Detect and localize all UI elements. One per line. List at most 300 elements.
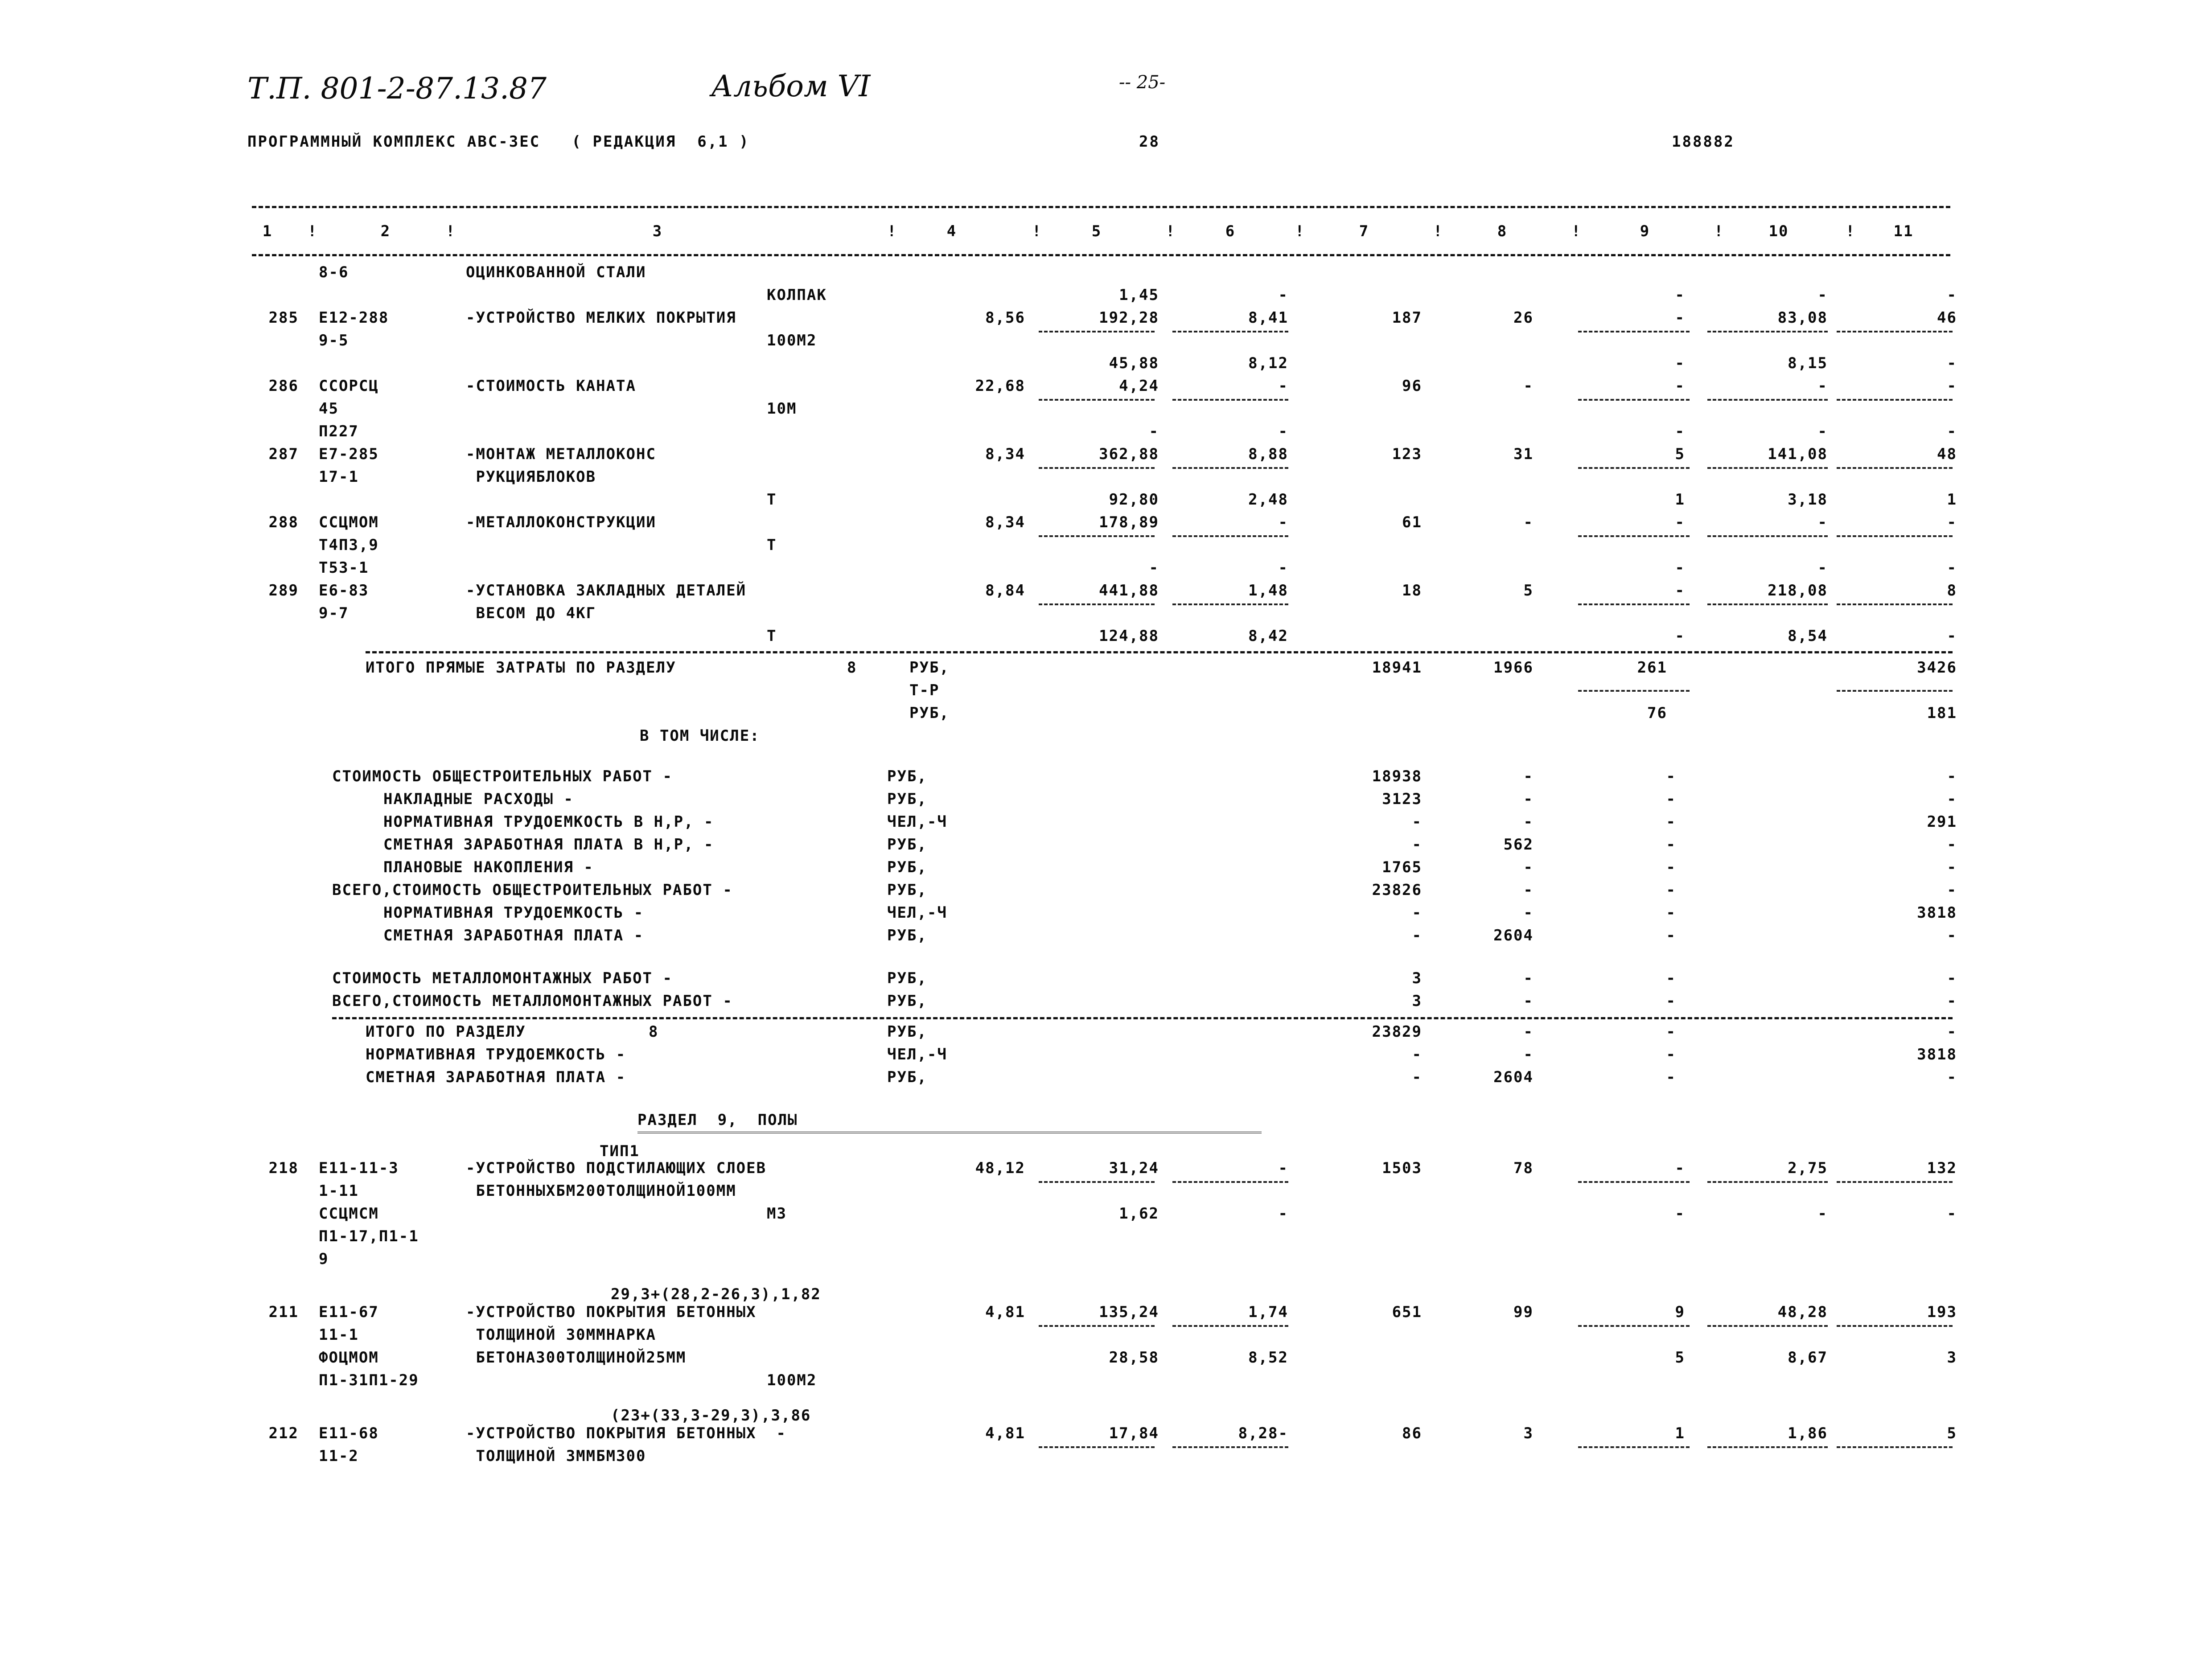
row-e288-c6: -	[1278, 559, 1288, 577]
row-e211-c2: Е11-67	[319, 1303, 379, 1321]
breakdown-row-unit: ЧЕЛ,-Ч	[887, 813, 947, 831]
column-number-8: 8	[1497, 222, 1508, 240]
row-e211-c3b: 100М2	[767, 1371, 817, 1389]
row-e287-c4: 8,34	[985, 445, 1025, 463]
breakdown-row-label: СМЕТНАЯ ЗАРАБОТНАЯ ПЛАТА -	[383, 927, 644, 944]
row-e287-c5: 92,80	[1109, 491, 1159, 509]
breakdown-row-c11: -	[1947, 836, 1957, 854]
subtotal-rule	[1578, 603, 1690, 605]
section-total-c9: -	[1666, 1068, 1676, 1086]
row-e286-c11: -	[1947, 423, 1957, 440]
breakdown-row-unit: РУБ,	[887, 767, 927, 785]
subtotal-rule	[1039, 1446, 1155, 1448]
column-number-7: 7	[1359, 222, 1369, 240]
subtotal-rule	[1837, 399, 1953, 401]
metal-row-c8: -	[1523, 992, 1534, 1010]
total-c8: 1966	[1493, 659, 1534, 677]
breakdown-row-c8: 562	[1503, 836, 1534, 854]
row-e287-c8: 31	[1513, 445, 1534, 463]
row-e286-c10: -	[1817, 377, 1828, 395]
row-e210-c2: ССЦМСМ	[319, 1205, 379, 1223]
section-total-c7: -	[1412, 1046, 1422, 1063]
row-e286-c2: П227	[319, 423, 359, 440]
total-label: ИТОГО ПРЯМЫЕ ЗАТРАТЫ ПО РАЗДЕЛУ	[366, 659, 676, 677]
row-e285-c6: 8,12	[1248, 354, 1288, 372]
row-p1-c3b: КОЛПАК	[767, 286, 827, 304]
row-e210-c3: -УСТРОЙСТВО ПОДСТИЛАЮЩИХ СЛОЕВ	[466, 1159, 767, 1177]
row-p1-c9: -	[1675, 286, 1685, 304]
row-e287-c2: Е7-285	[319, 445, 379, 463]
column-separator: !	[1714, 222, 1724, 240]
breakdown-row-c7: -	[1412, 813, 1422, 831]
breakdown-row-c11: 291	[1927, 813, 1957, 831]
section-total-c7: -	[1412, 1068, 1422, 1086]
row-e288-c11: -	[1947, 513, 1957, 531]
row-e287-c11: 48	[1937, 445, 1957, 463]
column-separator: !	[1032, 222, 1042, 240]
subtotal-rule	[1837, 535, 1953, 537]
row-p1-c5: 1,45	[1119, 286, 1159, 304]
subtotal-rule	[1837, 1325, 1953, 1327]
row-e211-c6: 1,74	[1248, 1303, 1288, 1321]
subtotal-rule	[1039, 1181, 1155, 1183]
row-e211-c8: 99	[1513, 1303, 1534, 1321]
subtotal-rule	[1707, 467, 1828, 469]
row-e289-c8: 5	[1523, 582, 1534, 599]
row-e210-c3: БЕТОННЫХБМ200ТОЛЩИНОЙ100ММ	[466, 1182, 736, 1200]
breakdown-row-c9: -	[1666, 858, 1676, 876]
row-e210-c5: 31,24	[1109, 1159, 1159, 1177]
column-number-10: 10	[1768, 222, 1789, 240]
column-separator: !	[887, 222, 897, 240]
row-e210-c6: -	[1278, 1159, 1288, 1177]
row-e285-c10: 8,15	[1788, 354, 1828, 372]
subtotal-rule	[1837, 331, 1953, 332]
row-e286-c6: -	[1278, 377, 1288, 395]
row-e285-c1: 285	[268, 309, 299, 327]
row-e210-c8: 78	[1513, 1159, 1534, 1177]
row-e287-c1: 287	[268, 445, 299, 463]
row-e210-c11: -	[1947, 1205, 1957, 1223]
breakdown-row-c7: -	[1412, 904, 1422, 922]
total-section: 8	[847, 659, 857, 677]
row-e212-c2: 11-2	[319, 1447, 359, 1465]
column-number-5: 5	[1091, 222, 1102, 240]
row-e289-c7: 18	[1402, 582, 1422, 599]
subtotal-rule	[1172, 467, 1288, 469]
column-separator: !	[446, 222, 456, 240]
row-p1-c10: -	[1817, 286, 1828, 304]
row-e289-c2: 9-7	[319, 604, 349, 622]
subtotal-rule	[1707, 1446, 1828, 1448]
column-separator: !	[308, 222, 318, 240]
row-e288-c2: ССЦМОМ	[319, 513, 379, 531]
row-e287-c2: 17-1	[319, 468, 359, 486]
row-e210-c2: 9	[319, 1250, 329, 1268]
section-total-label: СМЕТНАЯ ЗАРАБОТНАЯ ПЛАТА -	[366, 1068, 626, 1086]
section-total-unit: РУБ,	[887, 1023, 927, 1041]
breakdown-row-c8: -	[1523, 881, 1534, 899]
row-e285-c11: -	[1947, 354, 1957, 372]
section-total-c11: -	[1947, 1023, 1957, 1041]
row-e210-c2: 1-11	[319, 1182, 359, 1200]
column-separator: !	[1166, 222, 1176, 240]
row-e285-c9: -	[1675, 354, 1685, 372]
section-total-c8: -	[1523, 1046, 1534, 1063]
column-number-6: 6	[1225, 222, 1236, 240]
subtotal-rule	[1172, 1446, 1288, 1448]
row-e288-c5: 178,89	[1099, 513, 1159, 531]
total-unit-mid: Т-Р	[909, 681, 940, 699]
breakdown-row-label: СМЕТНАЯ ЗАРАБОТНАЯ ПЛАТА В Н,Р, -	[383, 836, 714, 854]
metal-row-unit: РУБ,	[887, 992, 927, 1010]
row-e211-c3: -УСТРОЙСТВО ПОКРЫТИЯ БЕТОННЫХ	[466, 1303, 757, 1321]
breakdown-row-c8: 2604	[1493, 927, 1534, 944]
section-title-rule	[637, 1132, 1262, 1133]
row-e286-c3b: 10М	[767, 400, 797, 418]
row-e212-c3: -УСТРОЙСТВО ПОКРЫТИЯ БЕТОННЫХ -	[466, 1424, 787, 1442]
row-e288-c10: -	[1817, 559, 1828, 577]
row-e211-c10: 48,28	[1777, 1303, 1828, 1321]
row-e210-c4: 48,12	[975, 1159, 1025, 1177]
row-e211-c9: 5	[1675, 1349, 1685, 1367]
row-e210-c7: 1503	[1382, 1159, 1422, 1177]
subtotal-rule	[1707, 603, 1828, 605]
breakdown-row-unit: ЧЕЛ,-Ч	[887, 904, 947, 922]
row-e288-c6: -	[1278, 513, 1288, 531]
row-e287-c6: 8,88	[1248, 445, 1288, 463]
including-label: В ТОМ ЧИСЛЕ:	[640, 727, 760, 745]
metal-row-c11: -	[1947, 969, 1957, 987]
breakdown-row-c8: -	[1523, 904, 1534, 922]
breakdown-row-c9: -	[1666, 767, 1676, 785]
subtotal-rule	[1578, 467, 1690, 469]
total-c11: 3426	[1917, 659, 1957, 677]
row-e286-c4: 22,68	[975, 377, 1025, 395]
section-total-unit: РУБ,	[887, 1068, 927, 1086]
row-e289-c10: 8,54	[1788, 627, 1828, 645]
row-p1-c3: ОЦИНКОВАННОЙ СТАЛИ	[466, 263, 646, 281]
row-e286-c6: -	[1278, 423, 1288, 440]
section-total-number: 8	[649, 1023, 659, 1041]
breakdown-row-c7: -	[1412, 836, 1422, 854]
metal-row-c7: 3	[1412, 992, 1422, 1010]
row-e288-c5: -	[1149, 559, 1159, 577]
row-e288-c2: Т4П3,9	[319, 536, 379, 554]
breakdown-row-c9: -	[1666, 881, 1676, 899]
row-e287-c3: -МОНТАЖ МЕТАЛЛОКОНС	[466, 445, 656, 463]
breakdown-row-unit: РУБ,	[887, 790, 927, 808]
row-e285-c5: 45,88	[1109, 354, 1159, 372]
row-e211-c3: БЕТОНА300ТОЛЩИНОЙ25ММ	[466, 1349, 687, 1367]
subtotal-rule	[1172, 331, 1288, 332]
row-e212-c4: 4,81	[985, 1424, 1025, 1442]
row-e288-c10: -	[1817, 513, 1828, 531]
row-e212-c11: 5	[1947, 1424, 1957, 1442]
row-e210-c6: -	[1278, 1205, 1288, 1223]
row-e287-c10: 3,18	[1788, 491, 1828, 509]
row-e289-c3: ВЕСОМ ДО 4КГ	[466, 604, 596, 622]
breakdown-row-c7: 18938	[1372, 767, 1422, 785]
column-separator: !	[1295, 222, 1305, 240]
breakdown-row-unit: РУБ,	[887, 927, 927, 944]
subtotal-rule	[1172, 1325, 1288, 1327]
row-e289-c6: 1,48	[1248, 582, 1288, 599]
row-e289-c3: -УСТАНОВКА ЗАКЛАДНЫХ ДЕТАЛЕЙ	[466, 582, 747, 599]
subtotal-rule	[1578, 1325, 1690, 1327]
subtotal-rule	[1707, 1325, 1828, 1327]
row-e211-c4: 4,81	[985, 1303, 1025, 1321]
row-e289-c4: 8,84	[985, 582, 1025, 599]
breakdown-row-c11: -	[1947, 790, 1957, 808]
row-e286-c2: 45	[319, 400, 339, 418]
table-top-rule	[252, 206, 1950, 208]
breakdown-row-label: НОРМАТИВНАЯ ТРУДОЕМКОСТЬ В Н,Р, -	[383, 813, 714, 831]
row-e212-formula: (23+(33,3-29,3),3,86	[611, 1407, 811, 1424]
row-e210-c9: -	[1675, 1205, 1685, 1223]
section-title: РАЗДЕЛ 9, ПОЛЫ	[637, 1111, 798, 1129]
breakdown-row-c7: 23826	[1372, 881, 1422, 899]
subtotal-rule	[1578, 331, 1690, 332]
column-separator: !	[1433, 222, 1443, 240]
row-e286-c5: 4,24	[1119, 377, 1159, 395]
section-total-c8: -	[1523, 1023, 1534, 1041]
row-e286-c2: ССОРСЦ	[319, 377, 379, 395]
row-e288-c1: 288	[268, 513, 299, 531]
row-e287-c3: РУКЦИЯБЛОКОВ	[466, 468, 596, 486]
row-e287-c9: 1	[1675, 491, 1685, 509]
row-e285-c2: 9-5	[319, 332, 349, 349]
section-total-c9: -	[1666, 1046, 1676, 1063]
row-e212-c9: 1	[1675, 1424, 1685, 1442]
row-e288-c8: -	[1523, 513, 1534, 531]
subtotal-rule	[1039, 603, 1155, 605]
row-e289-c5: 124,88	[1099, 627, 1159, 645]
row-e210-c2: П1-17,П1-1	[319, 1227, 419, 1245]
breakdown-row-c9: -	[1666, 927, 1676, 944]
row-e210-c11: 132	[1927, 1159, 1957, 1177]
row-e289-c9: -	[1675, 582, 1685, 599]
subtotal-rule	[1039, 399, 1155, 401]
breakdown-row-c9: -	[1666, 790, 1676, 808]
row-e210-c9: -	[1675, 1159, 1685, 1177]
breakdown-row-label: ПЛАНОВЫЕ НАКОПЛЕНИЯ -	[383, 858, 594, 876]
breakdown-row-c9: -	[1666, 904, 1676, 922]
row-e285-c3b: 100М2	[767, 332, 817, 349]
subtotal-rule	[1707, 399, 1828, 401]
row-e211-c5: 28,58	[1109, 1349, 1159, 1367]
breakdown-row-label: НАКЛАДНЫЕ РАСХОДЫ -	[383, 790, 574, 808]
subtotal-rule	[1707, 331, 1828, 332]
row-e289-c5: 441,88	[1099, 582, 1159, 599]
subtotal-rule	[1578, 1446, 1690, 1448]
section-type: ТИП1	[600, 1142, 640, 1160]
row-e211-c3: ТОЛЩИНОЙ 30ММНАРКА	[466, 1326, 656, 1344]
row-e211-c1: 211	[268, 1303, 299, 1321]
row-e212-c7: 86	[1402, 1424, 1422, 1442]
row-e287-c3b: Т	[767, 491, 777, 509]
row-e287-c5: 362,88	[1099, 445, 1159, 463]
breakdown-row-c11: -	[1947, 927, 1957, 944]
column-number-9: 9	[1640, 222, 1650, 240]
total-unit-2: РУБ,	[909, 704, 950, 722]
breakdown-row-c7: -	[1412, 927, 1422, 944]
section-total-label: НОРМАТИВНАЯ ТРУДОЕМКОСТЬ -	[366, 1046, 626, 1063]
row-e287-c7: 123	[1392, 445, 1422, 463]
row-e210-c10: 2,75	[1788, 1159, 1828, 1177]
metal-row-c11: -	[1947, 992, 1957, 1010]
row-e285-c2: Е12-288	[319, 309, 389, 327]
row-e285-c10: 83,08	[1777, 309, 1828, 327]
row-e288-c7: 61	[1402, 513, 1422, 531]
row-e286-c5: -	[1149, 423, 1159, 440]
breakdown-row-c8: -	[1523, 790, 1534, 808]
breakdown-row-c11: -	[1947, 767, 1957, 785]
column-number-4: 4	[946, 222, 957, 240]
row-e288-c4: 8,34	[985, 513, 1025, 531]
breakdown-row-c7: 1765	[1382, 858, 1422, 876]
sheet-number: 28	[1139, 133, 1160, 151]
subtotal-rule	[1172, 1181, 1288, 1183]
subtotal-rule	[1837, 1181, 1953, 1183]
row-e288-c3: -МЕТАЛЛОКОНСТРУКЦИИ	[466, 513, 656, 531]
section-total-rule	[366, 651, 1953, 653]
breakdown-row-c11: 3818	[1917, 904, 1957, 922]
row-e211-c5: 135,24	[1099, 1303, 1159, 1321]
subtotal-rule	[1172, 399, 1288, 401]
section-total-c11: 3818	[1917, 1046, 1957, 1063]
subtotal-rule	[1039, 467, 1155, 469]
subtotal-rule	[1039, 1325, 1155, 1327]
column-number-11: 11	[1893, 222, 1914, 240]
row-e289-c11: -	[1947, 627, 1957, 645]
breakdown-row-c9: -	[1666, 836, 1676, 854]
row-e211-formula: 29,3+(28,2-26,3),1,82	[611, 1285, 821, 1303]
row-e289-c11: 8	[1947, 582, 1957, 599]
row-e287-c10: 141,08	[1768, 445, 1828, 463]
row-e289-c9: -	[1675, 627, 1685, 645]
section-total-unit: ЧЕЛ,-Ч	[887, 1046, 947, 1063]
row-e212-c8: 3	[1523, 1424, 1534, 1442]
section-total-c7: 23829	[1372, 1023, 1422, 1041]
breakdown-row-label: НОРМАТИВНАЯ ТРУДОЕМКОСТЬ -	[383, 904, 644, 922]
row-e286-c11: -	[1947, 377, 1957, 395]
column-separator: !	[1846, 222, 1856, 240]
row-e285-c8: 26	[1513, 309, 1534, 327]
row-p1-c11: -	[1947, 286, 1957, 304]
row-e288-c2: Т53-1	[319, 559, 369, 577]
column-number-2: 2	[380, 222, 391, 240]
subtotal-rule	[1707, 1181, 1828, 1183]
row-e286-c8: -	[1523, 377, 1534, 395]
column-separator: !	[1571, 222, 1582, 240]
row-e287-c6: 2,48	[1248, 491, 1288, 509]
row-e288-c9: -	[1675, 559, 1685, 577]
breakdown-row-unit: РУБ,	[887, 881, 927, 899]
table-header-rule	[252, 254, 1950, 256]
breakdown-row-c9: -	[1666, 813, 1676, 831]
row-e289-c10: 218,08	[1768, 582, 1828, 599]
row-e212-c3: ТОЛЩИНОЙ 3ММБМ300	[466, 1447, 646, 1465]
row-e211-c2: П1-31П1-29	[319, 1371, 419, 1389]
row-e210-c1: 218	[268, 1159, 299, 1177]
album-label: Альбом VI	[711, 69, 871, 103]
column-number-3: 3	[652, 222, 663, 240]
row-e212-c10: 1,86	[1788, 1424, 1828, 1442]
row-e210-c2: Е11-11-3	[319, 1159, 399, 1177]
metal-row-unit: РУБ,	[887, 969, 927, 987]
row-e289-c3b: Т	[767, 627, 777, 645]
breakdown-row-c11: -	[1947, 858, 1957, 876]
total-c9b: 76	[1647, 704, 1667, 722]
section-total-c11: -	[1947, 1068, 1957, 1086]
total-unit: РУБ,	[909, 659, 950, 677]
metal-row-c9: -	[1666, 969, 1676, 987]
document-code: Т.П. 801-2-87.13.87	[247, 71, 547, 106]
row-e211-c6: 8,52	[1248, 1349, 1288, 1367]
row-e287-c11: 1	[1947, 491, 1957, 509]
row-e285-c3: -УСТРОЙСТВО МЕЛКИХ ПОКРЫТИЯ	[466, 309, 736, 327]
total-c7: 18941	[1372, 659, 1422, 677]
row-e286-c3: -СТОИМОСТЬ КАНАТА	[466, 377, 636, 395]
row-e288-c11: -	[1947, 559, 1957, 577]
row-e210-c3b: М3	[767, 1205, 787, 1223]
page-number: -- 25-	[1119, 72, 1166, 93]
row-e285-c9: -	[1675, 309, 1685, 327]
total-c11b: 181	[1927, 704, 1957, 722]
row-e212-c2: Е11-68	[319, 1424, 379, 1442]
row-e285-c11: 46	[1937, 309, 1957, 327]
subtotal-rule	[1578, 535, 1690, 537]
breakdown-row-c8: -	[1523, 813, 1534, 831]
row-e288-c3b: Т	[767, 536, 777, 554]
row-e211-c7: 651	[1392, 1303, 1422, 1321]
row-p1-c2: 8-6	[319, 263, 349, 281]
row-e285-c7: 187	[1392, 309, 1422, 327]
subtotal-rule	[1837, 1446, 1953, 1448]
breakdown-row-label: ВСЕГО,СТОИМОСТЬ ОБЩЕСТРОИТЕЛЬНЫХ РАБОТ -	[332, 881, 733, 899]
program-title: ПРОГРАММНЫЙ КОМПЛЕКС АВС-3ЕС ( РЕДАКЦИЯ 6,1 )	[247, 133, 750, 151]
row-e212-c5: 17,84	[1109, 1424, 1159, 1442]
row-e288-c9: -	[1675, 513, 1685, 531]
row-e287-c9: 5	[1675, 445, 1685, 463]
row-e289-c2: Е6-83	[319, 582, 369, 599]
subtotal-rule	[1039, 535, 1155, 537]
subtotal-rule	[1578, 399, 1690, 401]
breakdown-row-unit: РУБ,	[887, 858, 927, 876]
row-e211-c2: 11-1	[319, 1326, 359, 1344]
subtotal-rule	[1707, 535, 1828, 537]
breakdown-row-c8: -	[1523, 767, 1534, 785]
metal-row-label: СТОИМОСТЬ МЕТАЛЛОМОНТАЖНЫХ РАБОТ -	[332, 969, 673, 987]
row-e212-c1: 212	[268, 1424, 299, 1442]
breakdown-row-c7: 3123	[1382, 790, 1422, 808]
row-e286-c1: 286	[268, 377, 299, 395]
section-total-c9: -	[1666, 1023, 1676, 1041]
breakdown-row-label: СТОИМОСТЬ ОБЩЕСТРОИТЕЛЬНЫХ РАБОТ -	[332, 767, 673, 785]
row-e286-c9: -	[1675, 377, 1685, 395]
row-e286-c9: -	[1675, 423, 1685, 440]
row-e211-c10: 8,67	[1788, 1349, 1828, 1367]
row-e289-c1: 289	[268, 582, 299, 599]
subtotal-rule	[1172, 603, 1288, 605]
row-e212-c6: 8,28-	[1238, 1424, 1288, 1442]
total-sub-rule	[1837, 690, 1953, 692]
subtotal-rule	[1837, 467, 1953, 469]
row-e285-c5: 192,28	[1099, 309, 1159, 327]
total-sub-rule	[1578, 690, 1690, 692]
breakdown-row-c11: -	[1947, 881, 1957, 899]
